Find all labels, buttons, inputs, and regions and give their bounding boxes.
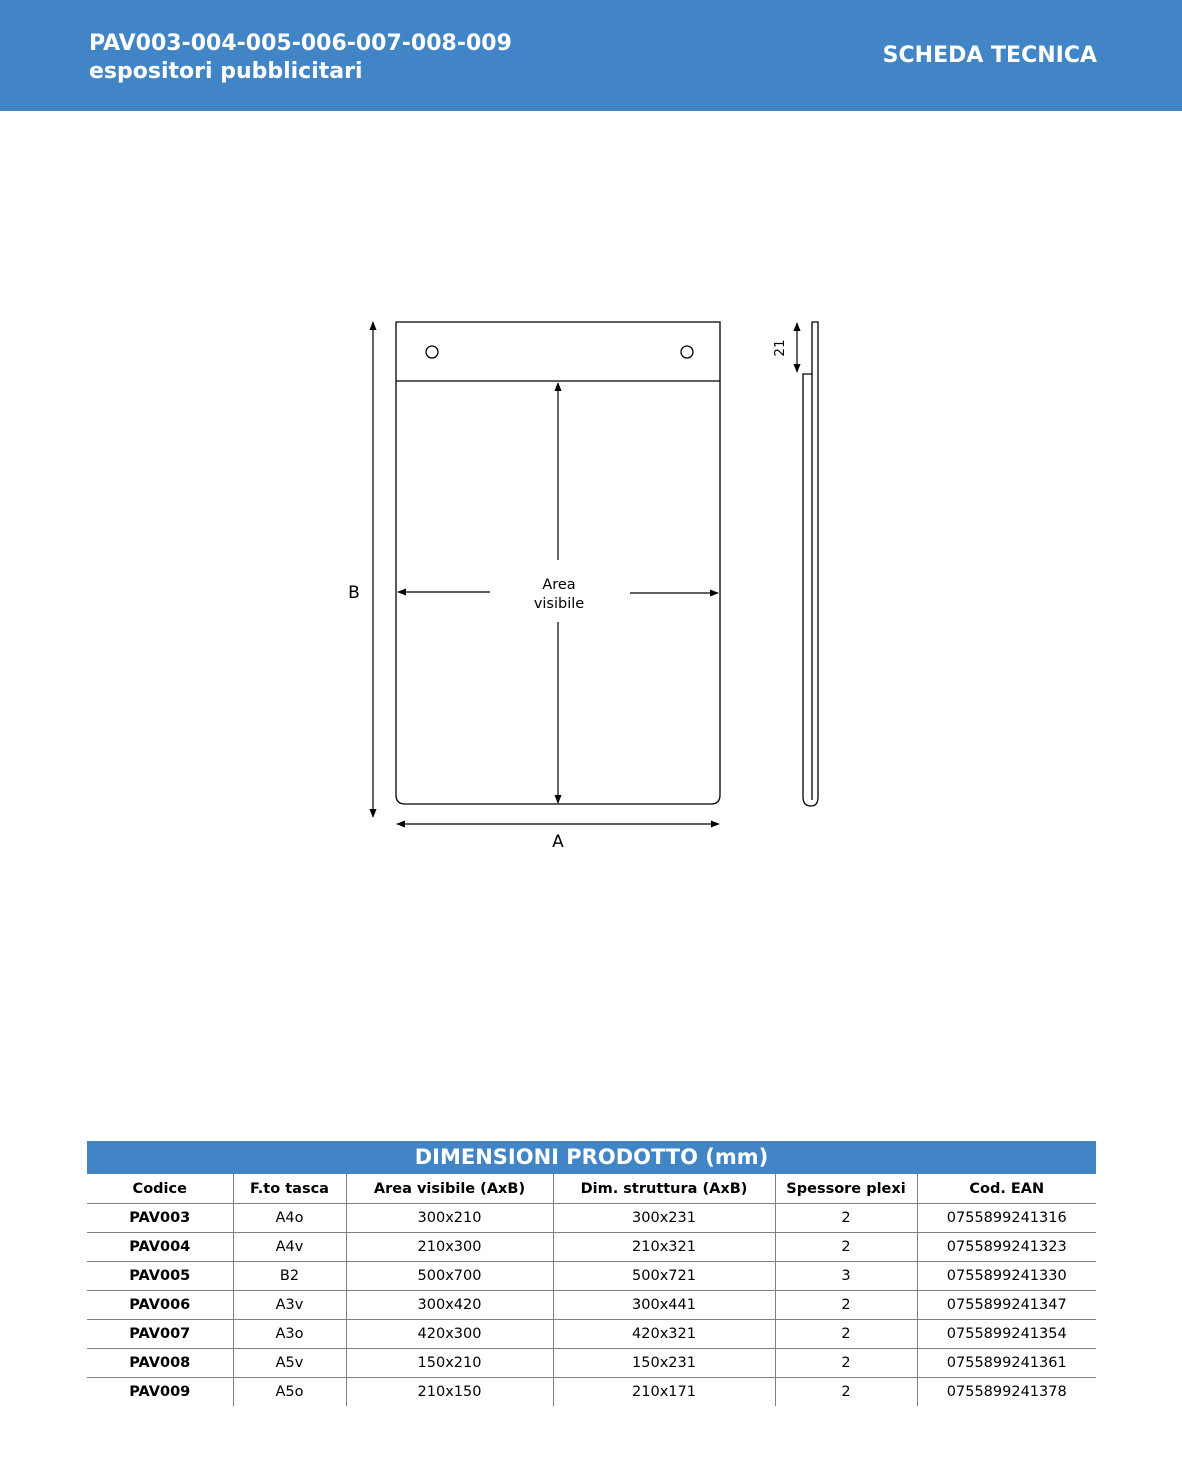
table-header-row: [87, 1174, 1096, 1204]
ean-code-cell: 0755899241330: [917, 1262, 1096, 1291]
table-title: DIMENSIONI PRODOTTO (mm): [87, 1141, 1096, 1174]
pocket-format-cell: A4v: [233, 1233, 346, 1262]
ean-code-cell: 0755899241361: [917, 1349, 1096, 1378]
side-view: [803, 322, 818, 806]
visible-area-cell: 210x300: [346, 1233, 553, 1262]
ean-code-cell: 0755899241378: [917, 1378, 1096, 1407]
column-header: Spessore plexi: [775, 1174, 917, 1204]
column-header: Area visibile (AxB): [346, 1174, 553, 1204]
product-dimensions-table: [87, 1141, 1096, 1406]
product-code-cell: PAV009: [129, 1384, 191, 1400]
ean-code-cell: 0755899241347: [917, 1291, 1096, 1320]
column-header: F.to tasca: [233, 1174, 346, 1204]
plexi-thickness-cell: 2: [775, 1204, 917, 1233]
table-row: [87, 1378, 1096, 1407]
column-header: Codice: [87, 1174, 233, 1204]
product-code-cell: PAV006: [87, 1291, 233, 1320]
product-code-cell: PAV007: [87, 1320, 233, 1349]
visible-area-cell: 420x300: [346, 1320, 553, 1349]
plexi-thickness-cell: 2: [775, 1349, 917, 1378]
product-code-cell: PAV008: [87, 1349, 233, 1378]
pocket-format-cell: B2: [233, 1262, 346, 1291]
b-dimension-label: B: [348, 583, 360, 603]
visible-area-cell: 210x150: [346, 1378, 553, 1407]
pocket-format-cell: A3v: [233, 1291, 346, 1320]
table-row: [87, 1233, 1096, 1262]
ean-code-cell: 0755899241354: [917, 1320, 1096, 1349]
side-dimension-label: 21: [772, 339, 788, 357]
structure-size-cell: 210x171: [553, 1378, 775, 1407]
document-type-label: SCHEDA TECNICA: [882, 43, 1097, 68]
visible-area-cell: 300x210: [346, 1204, 553, 1233]
structure-size-cell: 300x231: [553, 1204, 775, 1233]
product-name-subtitle: espositori pubblicitari: [89, 59, 363, 84]
visible-area-label-line1: Area: [542, 577, 576, 593]
product-codes-title: PAV003-004-005-006-007-008-009: [89, 31, 512, 56]
plexi-thickness-cell: 2: [775, 1291, 917, 1320]
structure-size-cell: 500x721: [553, 1262, 775, 1291]
table-row: [87, 1262, 1096, 1291]
visible-area-label-line2: visibile: [533, 596, 585, 612]
plexi-thickness-cell: 2: [775, 1320, 917, 1349]
a-dimension-label: A: [552, 832, 564, 852]
dimensions-table: [87, 1174, 1096, 1406]
pocket-format-cell: A4o: [233, 1204, 346, 1233]
visible-area-cell: 500x700: [346, 1262, 553, 1291]
right-hole-icon: [681, 346, 693, 358]
column-header: Dim. struttura (AxB): [553, 1174, 775, 1204]
structure-size-cell: 300x441: [553, 1291, 775, 1320]
structure-size-cell: 420x321: [553, 1320, 775, 1349]
product-code-cell: PAV005: [87, 1262, 233, 1291]
table-row: [87, 1349, 1096, 1378]
structure-size-cell: 150x231: [553, 1349, 775, 1378]
pocket-format-cell: A5o: [233, 1378, 346, 1407]
plexi-thickness-cell: 2: [775, 1233, 917, 1262]
product-code-cell: PAV003: [87, 1204, 233, 1233]
ean-code-cell: 0755899241316: [917, 1204, 1096, 1233]
pocket-format-cell: A5v: [233, 1349, 346, 1378]
column-header: Cod. EAN: [917, 1174, 1096, 1204]
plexi-thickness-cell: 2: [775, 1378, 917, 1407]
visible-area-cell: 300x420: [346, 1291, 553, 1320]
table-row: [87, 1320, 1096, 1349]
table-row: [87, 1204, 1096, 1233]
left-hole-icon: [426, 346, 438, 358]
pocket-format-cell: A3o: [233, 1320, 346, 1349]
table-row: [87, 1291, 1096, 1320]
plexi-thickness-cell: 3: [775, 1262, 917, 1291]
visible-area-cell: 150x210: [346, 1349, 553, 1378]
side-back-plate: [803, 322, 818, 806]
visible-area-arrows: [398, 383, 718, 803]
product-code-cell: PAV004: [87, 1233, 233, 1262]
ean-code-cell: 0755899241323: [917, 1233, 1096, 1262]
structure-size-cell: 210x321: [553, 1233, 775, 1262]
